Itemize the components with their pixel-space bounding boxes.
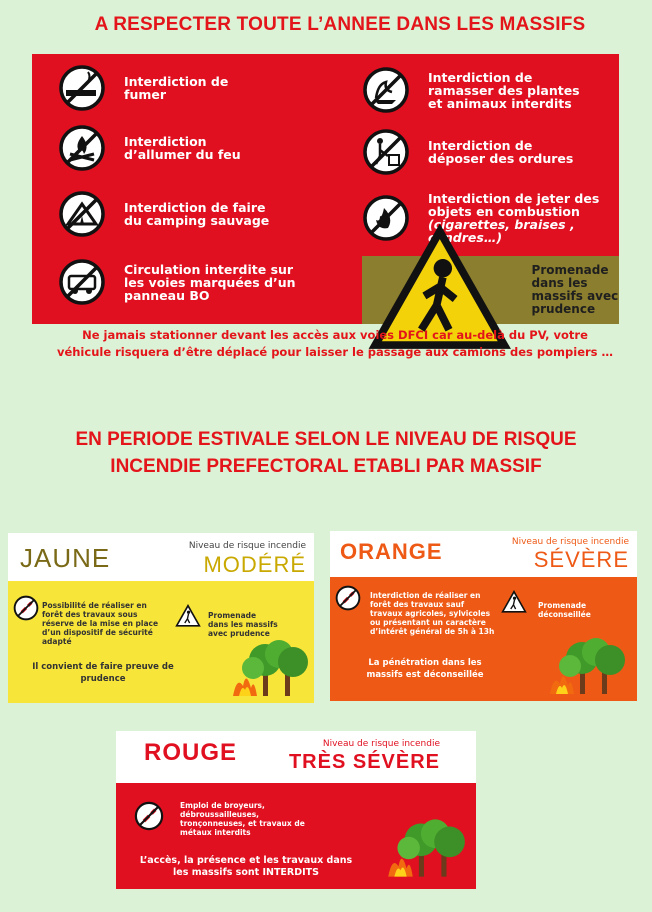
level-caption: Niveau de risque incendie [188, 541, 306, 551]
risk-name: MODÉRÉ [203, 552, 306, 577]
page-title: A RESPECTER TOUTE L’ANNEE DANS LES MASSIFS [94, 14, 586, 35]
rule-walk-prudence: Promenade dans les massifs avec prudence [362, 256, 619, 324]
rule-no-picking: Interdiction de ramasser des plantes et animaux interdits [362, 66, 588, 114]
pedestrian-warning-icon [174, 603, 202, 629]
no-campfire-icon [58, 124, 106, 172]
parking-note: Ne jamais stationner devant les accès aux voies DFCI car au-delà du PV, votre véhicule risquera d’être déplacé pour laisser le passage aux camions des pompiers … [56, 328, 614, 359]
risk-name: TRÈS SÉVÈRE [288, 751, 440, 773]
level-card-jaune: JAUNE Niveau de risque incendie MODÉRÉ Possibilité de réaliser en forêt des travaux sous réserve de la mise en place d’un dispositif de sécurité adapté Promenade dans les massifs avec prudence Il convient de faire preuve de prudence [8, 533, 314, 703]
rules-panel [32, 54, 619, 324]
level-name: JAUNE [20, 543, 111, 573]
level-message: L’accès, la présence et les travaux dans les massifs sont INTERDITS [139, 855, 353, 878]
rule-no-traffic: Circulation interdite sur les voies marquées d’un panneau BO [58, 258, 304, 306]
no-picking-icon [362, 66, 410, 114]
level-message: Il convient de faire preuve de prudence [32, 662, 174, 684]
rule-no-fire: Interdiction d’allumer du feu [58, 124, 254, 172]
forest-fire-icon [540, 635, 630, 697]
risk-name: SÉVÈRE [533, 547, 629, 572]
level-name: ORANGE [340, 539, 443, 564]
no-litter-icon [362, 128, 410, 176]
level-caption: Niveau de risque incendie [322, 739, 440, 749]
level-message: La pénétration dans les massifs est déconseillée [366, 658, 484, 680]
no-works-icon [335, 585, 361, 611]
pedestrian-warning-icon [500, 589, 528, 615]
no-smoking-icon [58, 64, 106, 112]
level-card-rouge: ROUGE Niveau de risque incendie TRÈS SÉVÈRE Emploi de broyeurs, débroussailleuses, tronçonneuses, et travaux de métaux interdits L’accès, la présence et les travaux dans les massifs sont INTERDITS [116, 731, 476, 889]
no-camping-icon [58, 190, 106, 238]
forest-fire-icon [378, 815, 470, 881]
level-card-orange: ORANGE Niveau de risque incendie SÉVÈRE Interdiction de réaliser en forêt des travaux sauf travaux agricoles, sylvicoles ou présentant un caractère d’intérêt général de 5h à 13h Promenade déconseillée La pénétration dans les massifs est déconseillée [330, 531, 637, 701]
forest-fire-icon [223, 637, 313, 699]
no-works-icon [134, 801, 164, 831]
rule-no-smoking: Interdiction de fumer [58, 64, 234, 112]
summer-title: EN PERIODE ESTIVALE SELON LE NIVEAU DE RISQUE INCENDIE PREFECTORAL ETABLI PAR MASSIF [75, 429, 577, 477]
rule-burning-text: Interdiction de jeter des objets en combustion [428, 191, 600, 219]
rule-burning-detail: (cigarettes, braises , cendres…) [428, 217, 575, 245]
no-works-icon [13, 595, 39, 621]
rule-no-camping: Interdiction de faire du camping sauvage [58, 190, 274, 238]
no-vehicle-icon [58, 258, 106, 306]
level-caption: Niveau de risque incendie [511, 537, 629, 547]
rule-no-trash: Interdiction de déposer des ordures [362, 128, 588, 176]
level-name: ROUGE [144, 739, 238, 766]
